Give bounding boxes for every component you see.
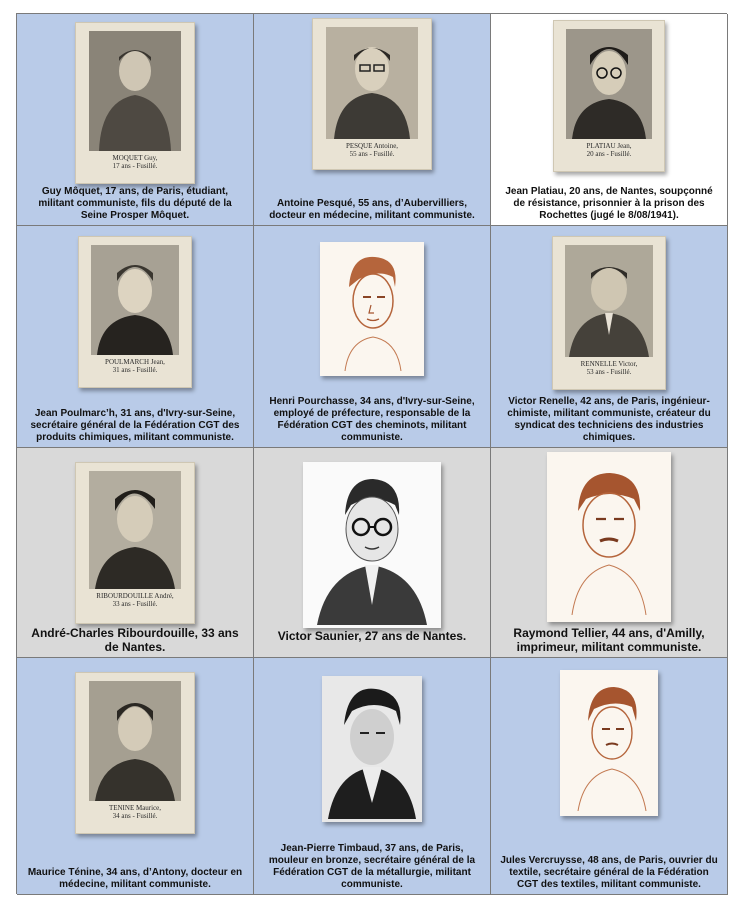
person-description: Guy Môquet, 17 ans, de Paris, étudiant, militant communiste, fils du député de la Seine Prosper Môquet. — [38, 186, 232, 221]
person-cell-timbaud — [254, 658, 491, 895]
person-description: Victor Saunier, 27 ans de Nantes. — [277, 629, 467, 643]
person-description: André-Charles Ribourdouille, 33 ans de Nantes. — [31, 626, 239, 654]
portrait-caption: TENINE Maurice, 34 ans - Fusillé. — [108, 804, 162, 820]
portrait-moquet — [75, 22, 195, 184]
portrait-timbaud — [322, 676, 422, 822]
person-cell-poulmarch — [17, 226, 254, 448]
portrait-tellier — [547, 452, 671, 622]
portrait-caption: PLATIAU Jean, 20 ans - Fusillé. — [586, 142, 632, 158]
portrait-caption: RIBOURDOUILLE André, 33 ans - Fusillé. — [96, 592, 174, 608]
person-cell-saunier — [254, 448, 491, 658]
person-description: Maurice Ténine, 34 ans, d’Antony, docteur en médecine, militant communiste. — [27, 867, 243, 890]
person-cell-renelle — [491, 226, 728, 448]
person-cell-ribourdouille — [17, 448, 254, 658]
person-cell-moquet — [17, 14, 254, 226]
portrait-renelle — [552, 236, 666, 390]
portrait-caption: POULMARCH Jean, 31 ans - Fusillé. — [105, 358, 165, 374]
person-cell-pesque — [254, 14, 491, 226]
portrait-saunier — [303, 462, 441, 628]
person-description: Jean-Pierre Timbaud, 37 ans, de Paris, mouleur en bronze, secrétaire général de la Fédération CGT de la métallurgie, militant communiste. — [268, 843, 476, 890]
person-description: Jean Platiau, 20 ans, de Nantes, soupçonné de résistance, prisonnier à la prison des Rochettes (jugé le 8/08/1941). — [505, 186, 713, 221]
person-description: Jules Vercruysse, 48 ans, de Paris, ouvrier du textile, secrétaire général de la Fédération CGT des textiles, militant communiste. — [500, 855, 718, 890]
portrait-tenine — [75, 672, 195, 834]
person-cell-pourchasse — [254, 226, 491, 448]
portrait-caption: MOQUET Guy, 17 ans - Fusillé. — [112, 154, 158, 170]
portrait-caption: PESQUE Antoine, 55 ans - Fusillé. — [345, 142, 399, 158]
portrait-caption: RENNELLE Victor, 53 ans - Fusillé. — [580, 360, 638, 376]
portrait-pourchasse — [320, 242, 424, 376]
person-description: Victor Renelle, 42 ans, de Paris, ingénieur-chimiste, militant communiste, créateur du syndicat des techniciens des industries chimiques. — [507, 396, 711, 443]
person-cell-tellier — [491, 448, 728, 658]
hostages-grid — [16, 13, 727, 894]
portrait-pesque — [312, 18, 432, 170]
person-description: Raymond Tellier, 44 ans, d'Amilly, imprimeur, militant communiste. — [513, 626, 705, 654]
portrait-platiau — [553, 20, 665, 172]
portrait-ribourdouille — [75, 462, 195, 624]
person-cell-vercruysse — [491, 658, 728, 895]
person-cell-platiau — [491, 14, 728, 226]
portrait-vercruysse — [560, 670, 658, 816]
person-cell-tenine — [17, 658, 254, 895]
portrait-poulmarch — [78, 236, 192, 388]
person-description: Henri Pourchasse, 34 ans, d'Ivry-sur-Seine, employé de préfecture, responsable de la Fédération CGT des cheminots, militant communiste. — [269, 396, 475, 443]
person-description: Jean Poulmarc’h, 31 ans, d'Ivry-sur-Seine, secrétaire général de la Fédération CGT des produits chimiques, militant communiste. — [30, 408, 240, 443]
person-description: Antoine Pesqué, 55 ans, d’Aubervilliers, docteur en médecine, militant communiste. — [269, 198, 475, 221]
